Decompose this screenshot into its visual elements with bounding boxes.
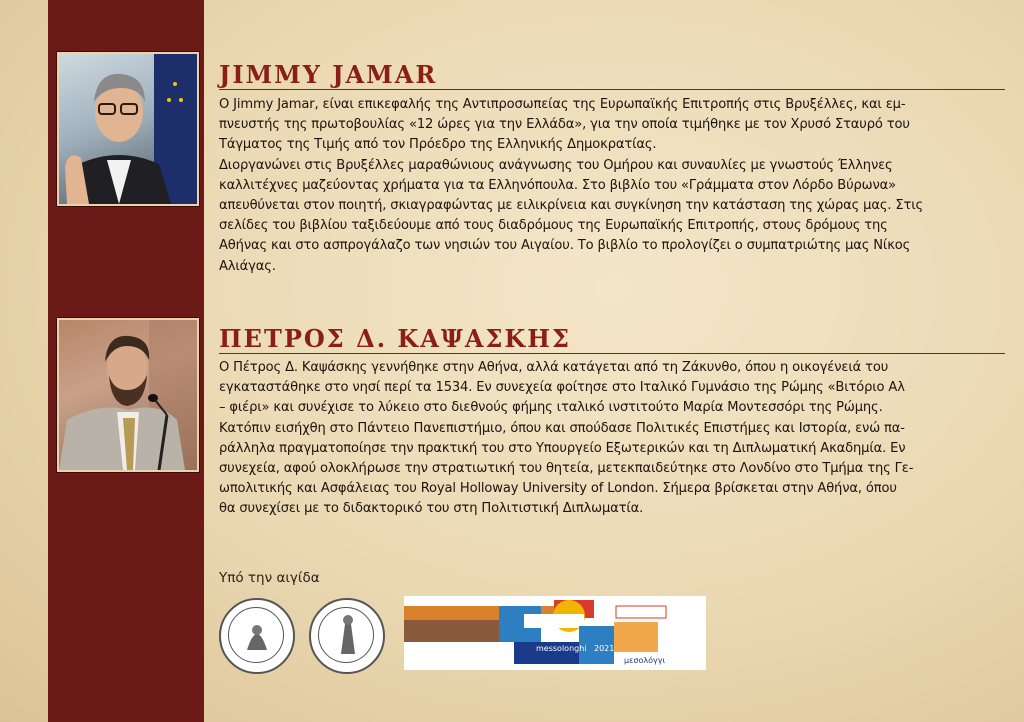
person2-heading-rule <box>219 353 1005 354</box>
person1-bio-line: Τάγματος της Τιμής από τον Πρόεδρο της Ελληνικής Δημοκρατίας. <box>219 137 657 153</box>
municipality-seal-logo <box>219 598 295 674</box>
person1-bio-line: πνευστής της πρωτοβουλίας «12 ώρες για την Ελλάδα», για την οποία τιμήθηκε με τον Χρυσό Σταυρό του <box>219 117 910 133</box>
person1-bio-line: Ο Jimmy Jamar, είναι επικεφαλής της Αντιπροσωπείας της Ευρωπαϊκής Επιτροπής στις Βρυξέλλες, και εμ- <box>219 97 906 112</box>
person1-heading-rule <box>219 89 1005 90</box>
person2-bio-line: εγκαταστάθηκε στο νησί περί τα 1534. Εν συνεχεία φοίτησε στο Ιταλικό Γυμνάσιο της Ρώμης «Βιτόριο Αλ <box>219 380 905 396</box>
person1-bio-line: απευθύνεται στον ποιητή, σκιαγραφώντας με ειλικρίνεια και συγκίνηση την κατάσταση της χώρας μας. Στις <box>219 198 924 214</box>
person2-bio-line: ράλληλα πραγματοποίησε την πρακτική του στο Υπουργείο Εξωτερικών και τη Διπλωματική Ακαδημία. Εν <box>219 440 906 456</box>
person2-bio-line: Κατόπιν εισήχθη στο Πάντειο Πανεπιστήμιο, όπου και σπούδασε Πολιτικές Επιστήμες και Ιστορία, ενώ πα- <box>219 420 905 436</box>
person1-bio <box>219 95 1005 277</box>
person1-bio-line: καλλιτέχνες μαζεύοντας χρήματα για τα Ελληνόπουλα. Στο βιβλίο του «Γράμματα στον Λόρδο Βύρωνα» <box>219 177 896 193</box>
person2-name-heading: ΠΕΤΡΟΣ Δ. ΚΑΨΑΣΚΗΣ <box>219 324 571 353</box>
person2-bio-line: Ο Πέτρος Δ. Καψάσκης γεννήθηκε στην Αθήνα, αλλά κατάγεται από τη Ζάκυνθο, όπου η οικογένειά του <box>219 360 889 375</box>
person1-bio-line: Διοργανώνει στις Βρυξέλλες μαραθώνιους ανάγνωσης του Ομήρου και συναυλίες με γνωστούς Έλληνες <box>219 157 893 173</box>
person1-bio-line: σελίδες του βιβλίου ταξιδεύουμε από τους διαδρόμους της Ευρωπαϊκής Επιτροπής, στους δρόμους της <box>219 218 888 234</box>
person1-name-heading: JIMMY JAMAR <box>219 60 438 89</box>
logo-text-year: 2021 <box>594 644 615 653</box>
person2-bio-line: – φιέρι» και συνέχισε το λύκειο στο διεθνούς φήμης ιταλικό ινστιτούτο Μαρία Μοντεσσόρι της Ρώμης. <box>219 400 883 416</box>
person2-bio <box>219 358 1005 520</box>
person2-bio-line: ωπολιτικής και Ασφάλειας του Royal Holloway University of London. Σήμερα βρίσκεται στην Αθήνα, όπου <box>219 481 897 497</box>
person2-bio-line: συνεχεία, αφού ολοκλήρωσε την στρατιωτική του θητεία, μετεκπαιδεύτηκε στο Λονδίνο στο Τμήμα της Γε- <box>219 461 914 477</box>
cultural-center-seal-logo <box>309 598 385 674</box>
person1-bio-line: Αλιάγας. <box>219 258 276 274</box>
person1-bio-line: Αθήνας και στο ασπρογάλαζο των νησιών του Αιγαίου. Το βιβλίο το προλογίζει ο συμπατριώτης μας Νίκος <box>219 238 911 254</box>
jimmy-jamar-photo <box>57 52 199 206</box>
petros-kapsaskis-photo <box>57 318 199 472</box>
logo-text-messolonghi: messolonghi <box>536 644 587 653</box>
patronage-label: Υπό την αιγίδα <box>219 570 320 586</box>
person2-bio-line: θα συνεχίσει με το διδακτορικό του στη Πολιτιστική Διπλωματία. <box>219 501 644 517</box>
messolonghi-2021-logo <box>404 596 706 670</box>
logo-text-greek: μεσολόγγι <box>624 656 666 665</box>
